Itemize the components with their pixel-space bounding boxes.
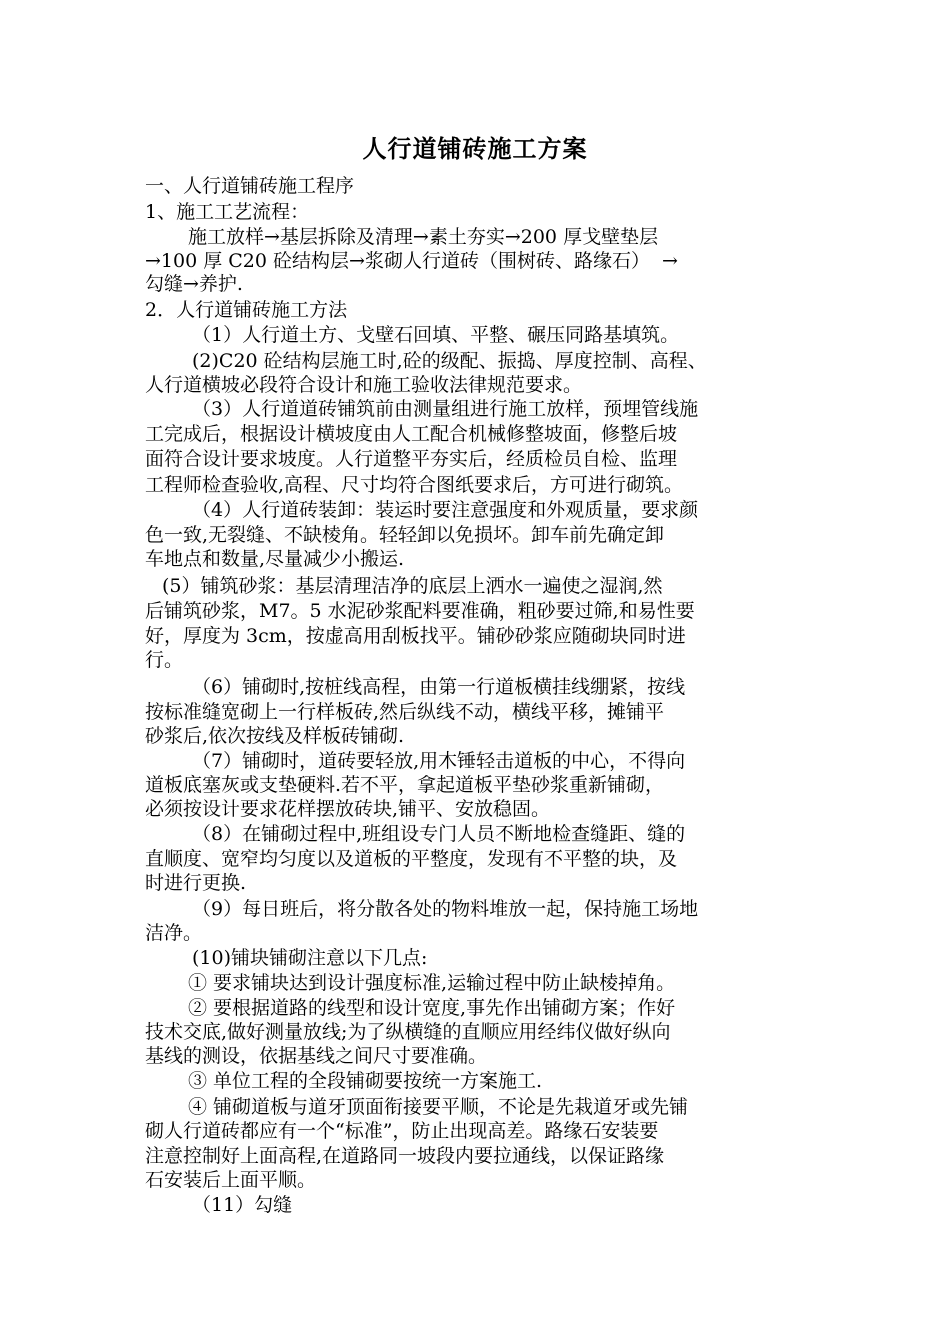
- body-line: 道板底塞灰或支垫硬料.若不平，拿起道板平垫砂浆重新铺砌，: [145, 774, 665, 796]
- body-line: 洁净。: [145, 922, 203, 944]
- body-line: 2．人行道铺砖施工方法: [145, 299, 348, 321]
- body-line: （3）人行道道砖铺筑前由测量组进行施工放样，预埋管线施: [192, 398, 699, 420]
- body-line: 色一致,无裂缝、不缺棱角。轻轻卸以免损坏。卸车前先确定卸: [145, 524, 665, 546]
- body-line: 时进行更换.: [145, 872, 247, 894]
- body-line: 1、施工工艺流程：: [145, 201, 310, 223]
- body-line: 后铺筑砂浆，M7。5 水泥砂浆配料要准确，粗砂要过筛,和易性要: [145, 600, 695, 622]
- document-title: 人行道铺砖施工方案: [362, 134, 588, 163]
- body-line: ④ 铺砌道板与道牙顶面衔接要平顺，不论是先栽道牙或先铺: [188, 1096, 689, 1118]
- body-line: （6）铺砌时,按桩线高程，由第一行道板横挂线绷紧，按线: [192, 676, 686, 698]
- body-line: 工程师检查验收,高程、尺寸均符合图纸要求后，方可进行砌筑。: [145, 474, 684, 496]
- body-line: 行。: [145, 649, 184, 671]
- body-line: 砌人行道砖都应有一个“标准”，防止出现高差。路缘石安装要: [145, 1120, 659, 1142]
- body-line: 一、人行道铺砖施工程序: [145, 175, 355, 197]
- body-line: （1）人行道土方、戈壁石回填、平整、碾压同路基填筑。: [192, 324, 680, 346]
- body-line: 人行道横坡必段符合设计和施工验收法律规范要求。: [145, 374, 583, 396]
- body-line: 注意控制好上面高程,在道路同一坡段内要拉通线，以保证路缘: [145, 1145, 665, 1167]
- body-line: 技术交底,做好测量放线;为了纵横缝的直顺应用经纬仪做好纵向: [145, 1021, 671, 1043]
- body-line: 施工放样→基层拆除及清理→素土夯实→200 厚戈壁垫层: [188, 226, 659, 248]
- body-line: 好，厚度为 3cm，按虚高用刮板找平。铺砂砂浆应随砌块同时进: [145, 625, 686, 647]
- body-line: （11）勾缝: [192, 1194, 293, 1216]
- body-line: 工完成后，根据设计横坡度由人工配合机械修整坡面，修整后坡: [145, 423, 678, 445]
- body-line: (2)C20 砼结构层施工时,砼的级配、振捣、厚度控制、高程、: [192, 350, 707, 372]
- body-line: 按标准缝宽砌上一行样板砖,然后纵线不动，横线平移，摊铺平: [145, 701, 665, 723]
- body-line: 面符合设计要求坡度。人行道整平夯实后，经质检员自检、监理: [145, 448, 678, 470]
- body-line: ③ 单位工程的全段铺砌要按统一方案施工.: [188, 1070, 543, 1092]
- body-line: 基线的测设，依据基线之间尺寸要准确。: [145, 1045, 488, 1067]
- body-line: ① 要求铺块达到设计强度标准,运输过程中防止缺棱掉角。: [188, 972, 676, 994]
- body-line: 直顺度、宽窄均匀度以及道板的平整度，发现有不平整的块，及: [145, 848, 678, 870]
- body-line: 车地点和数量,尽量减少小搬运.: [145, 548, 405, 570]
- body-line: （8）在铺砌过程中,班组设专门人员不断地检查缝距、缝的: [192, 823, 686, 845]
- body-line: (5）铺筑砂浆：基层清理洁净的底层上洒水一遍使之湿润,然: [162, 575, 663, 597]
- body-line: ② 要根据道路的线型和设计宽度,事先作出铺砌方案；作好: [188, 997, 676, 1019]
- body-line: 必须按设计要求花样摆放砖块,铺平、安放稳固。: [145, 798, 551, 820]
- body-line: 勾缝→养护.: [145, 273, 243, 295]
- body-line: （7）铺砌时，道砖要轻放,用木锤轻击道板的中心，不得向: [192, 750, 686, 772]
- body-line: （9）每日班后，将分散各处的物料堆放一起，保持施工场地: [192, 898, 699, 920]
- body-line: 砂浆后,依次按线及样板砖铺砌.: [145, 725, 405, 747]
- body-line: （4）人行道砖装卸：装运时要注意强度和外观质量，要求颜: [192, 499, 699, 521]
- body-line: →100 厚 C20 砼结构层→浆砌人行道砖（围树砖、路缘石） →: [145, 250, 678, 272]
- body-line: 石安装后上面平顺。: [145, 1169, 317, 1191]
- body-line: (10)铺块铺砌注意以下几点:: [192, 947, 428, 969]
